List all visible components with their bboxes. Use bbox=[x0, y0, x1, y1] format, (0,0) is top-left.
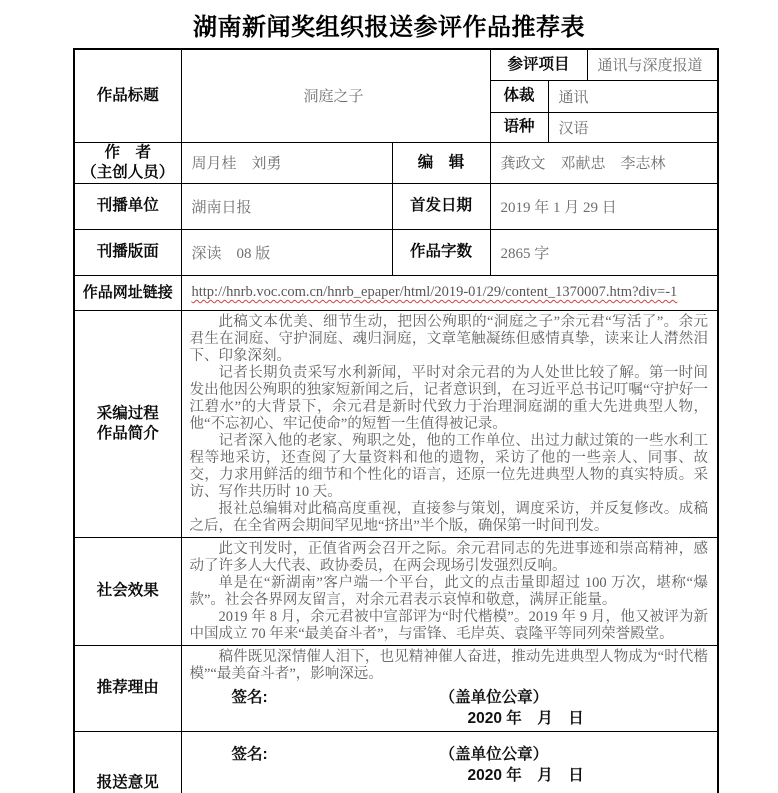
social-effect-label: 社会效果 bbox=[74, 537, 181, 645]
row-publish-org bbox=[74, 183, 718, 229]
recommendation-date-line: 2020 年 月 日 bbox=[467, 709, 584, 727]
publish-org-value: 湖南日报 bbox=[181, 183, 392, 229]
social-effect-paragraphs bbox=[181, 537, 718, 645]
row-recommendation bbox=[74, 645, 718, 731]
author-label-line2: （主创人员） bbox=[81, 163, 175, 181]
paragraph: 记者深入他的老家、殉职之处，他的工作单位、出过力献过策的一些水利工程等地采访，还查阅了大量资料和他的遗物，采访了他的一些亲人、同事、故交，力求用鲜活的细节和个性化的语言，还原一位先进典型人物的真实特质。采访、写作共历时 10 天。 bbox=[189, 432, 709, 500]
url-cell bbox=[181, 275, 718, 310]
entry-category-value: 通讯与深度报道 bbox=[587, 49, 718, 80]
editor-label: 编 辑 bbox=[392, 142, 490, 183]
entry-category-label: 参评项目 bbox=[490, 49, 587, 80]
submission-stamp-label: （盖单位公章） bbox=[439, 745, 549, 763]
word-count-label: 作品字数 bbox=[392, 229, 490, 275]
publish-org-label: 刊播单位 bbox=[74, 183, 181, 229]
submission-date-line: 2020 年 月 日 bbox=[467, 766, 584, 784]
work-url-link: http://hnrb.voc.com.cn/hnrb_epaper/html/2019-01/29/content_1370007.htm?div=-1 bbox=[191, 284, 678, 300]
author-value: 周月桂 刘勇 bbox=[181, 142, 392, 183]
work-title-label: 作品标题 bbox=[74, 49, 181, 142]
submission-signature-row bbox=[190, 746, 709, 763]
row-author-editor bbox=[74, 142, 718, 183]
recommendation-cell bbox=[181, 645, 718, 731]
word-count-value: 2865 字 bbox=[490, 229, 718, 275]
publish-page-value: 深读 08 版 bbox=[181, 229, 392, 275]
recommendation-label: 推荐理由 bbox=[74, 645, 181, 731]
paragraph: 2019 年 8 月，余元君被中宣部评为“时代楷模”。2019 年 9 月，他又被评为新中国成立 70 年来“最美奋斗者”，与雷锋、毛岸英、袁隆平等同列荣誉殿堂。 bbox=[189, 608, 709, 642]
first-publish-date-label: 首发日期 bbox=[392, 183, 490, 229]
publish-page-label: 刊播版面 bbox=[74, 229, 181, 275]
genre-value: 通讯 bbox=[548, 80, 718, 112]
row-url bbox=[74, 275, 718, 310]
recommendation-sign-label: 签名: bbox=[231, 688, 268, 706]
editor-value: 龚政文 邓献忠 李志林 bbox=[490, 142, 718, 183]
row-submission-opinion bbox=[74, 731, 718, 793]
recommendation-stamp-label: （盖单位公章） bbox=[439, 688, 549, 706]
url-label: 作品网址链接 bbox=[74, 275, 181, 310]
process-intro-paragraphs bbox=[181, 310, 718, 537]
recommendation-paragraphs bbox=[190, 649, 709, 683]
process-intro-label bbox=[74, 310, 181, 537]
paragraph: 单是在“新湖南”客户端一个平台，此文的点击量即超过 100 万次，堪称“爆款”。社会各界网友留言，对余元君表示哀悼和敬意，满屏正能量。 bbox=[189, 574, 709, 608]
language-value: 汉语 bbox=[548, 112, 718, 142]
row-social-effect bbox=[74, 537, 718, 645]
genre-label: 体裁 bbox=[490, 80, 548, 112]
paragraph: 此稿文本优美、细节生动，把因公殉职的“洞庭之子”余元君“写活了”。余元君生在洞庭、守护洞庭、魂归洞庭，文章笔触凝练但感情真挚，读来让人潸然泪下、印象深刻。 bbox=[189, 313, 709, 364]
row-work-title bbox=[74, 49, 718, 80]
row-publish-page bbox=[74, 229, 718, 275]
first-publish-date-value: 2019 年 1 月 29 日 bbox=[490, 183, 718, 229]
recommendation-form-table bbox=[73, 48, 719, 793]
paragraph: 报社总编辑对此稿高度重视，直接参与策划，调度采访，并反复修改。成稿之后，在全省两会期间罕见地“挤出”半个版，确保第一时间刊发。 bbox=[189, 500, 709, 534]
paragraph: 稿件既见深情催人泪下，也见精神催人奋进，推动先进典型人物成为“时代楷模”“最美奋斗者”，影响深远。 bbox=[189, 648, 709, 682]
form-title: 湖南新闻奖组织报送参评作品推荐表 bbox=[193, 14, 585, 41]
process-intro-label-line2: 作品简介 bbox=[96, 424, 159, 442]
work-title-value: 洞庭之子 bbox=[181, 49, 490, 142]
recommendation-signature-row bbox=[190, 689, 709, 706]
submission-opinion-cell bbox=[181, 731, 718, 793]
author-label-line1: 作 者 bbox=[104, 143, 151, 161]
submission-opinion-label: 报送意见 bbox=[74, 731, 181, 793]
process-intro-label-line1: 采编过程 bbox=[96, 404, 159, 422]
paragraph: 此文刊发时，正值省两会召开之际。余元君同志的先进事迹和崇高精神，感动了许多人大代表、政协委员，在两会现场引发强烈反响。 bbox=[189, 540, 709, 574]
paragraph: 记者长期负责采写水利新闻，平时对余元君的为人处世比较了解。第一时间发出他因公殉职的独家短新闻之后，记者意识到，在习近平总书记叮嘱“守护好一江碧水”的大背景下，余元君是新时代致力于治理洞庭湖的重大先进典型人物，他“不忘初心、牢记使命”的短暂一生值得被记录。 bbox=[189, 364, 709, 432]
author-label bbox=[74, 142, 181, 183]
row-process-intro bbox=[74, 310, 718, 537]
language-label: 语种 bbox=[490, 112, 548, 142]
submission-sign-label: 签名: bbox=[231, 745, 268, 763]
